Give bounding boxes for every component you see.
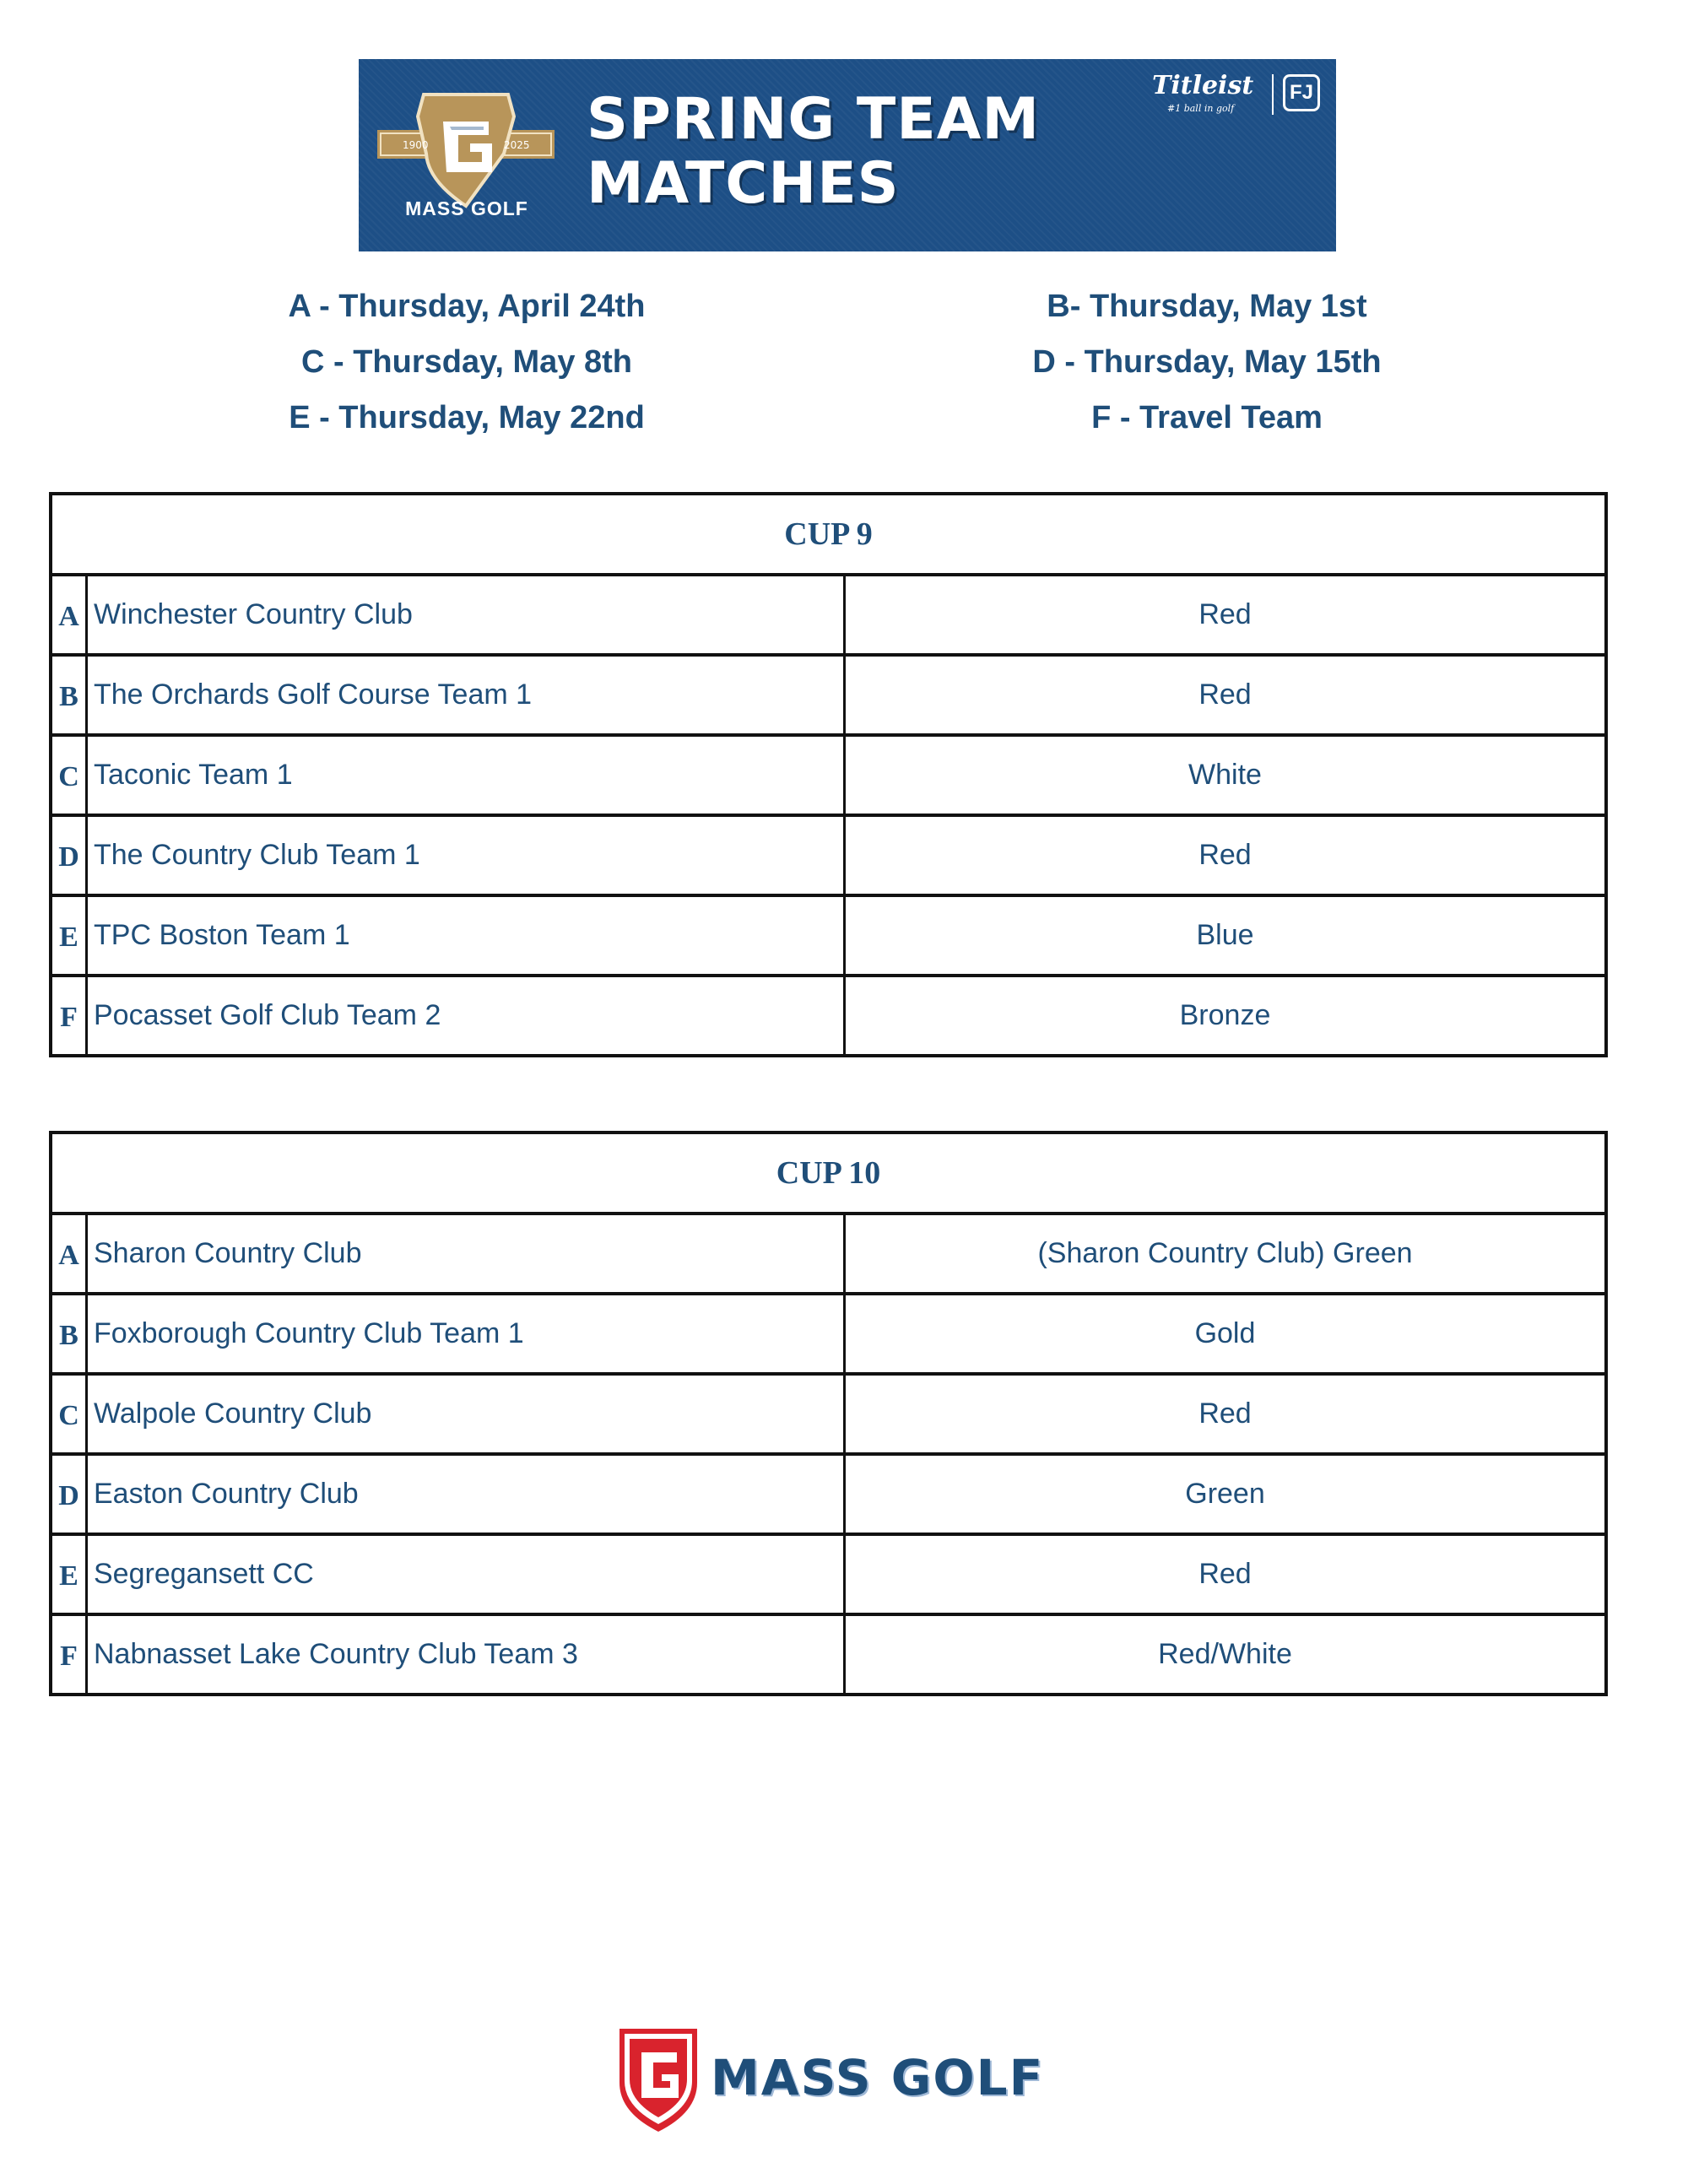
row-letter: E [52, 897, 88, 974]
tee-color: Red [1198, 598, 1252, 630]
table-row [52, 1376, 1604, 1456]
page-title [587, 88, 1040, 216]
titleist-tagline: #1 ball in golf [1167, 103, 1235, 114]
schedule-item: B- Thursday, May 1st [1047, 289, 1367, 324]
titleist-logo: Titleist [1152, 71, 1254, 100]
mass-golf-shield-icon [616, 2024, 701, 2133]
crest-year-left: 1900 [403, 139, 429, 151]
row-letter: E [52, 1536, 88, 1613]
title-line-2: MATCHES [587, 150, 900, 217]
schedule-item: E - Thursday, May 22nd [289, 400, 645, 435]
tee-color: Red [1198, 678, 1252, 711]
tee-color: Blue [1196, 919, 1254, 951]
table-row [52, 737, 1604, 817]
tee-color: Green [1185, 1478, 1265, 1510]
crest-year-right: 2025 [504, 139, 530, 151]
cup-10-table [49, 1131, 1608, 1696]
row-letter: A [52, 1215, 88, 1292]
fj-logo: FJ [1283, 74, 1320, 111]
title-line-1: SPRING TEAM [587, 86, 1041, 153]
tee-color: (Sharon Country Club) Green [1037, 1237, 1413, 1269]
row-letter: F [52, 1616, 88, 1693]
schedule-item: A - Thursday, April 24th [288, 289, 646, 324]
club-name: Nabnasset Lake Country Club Team 3 [88, 1616, 846, 1693]
club-name: The Orchards Golf Course Team 1 [88, 657, 846, 733]
sponsor-divider [1272, 74, 1274, 115]
table-row [52, 1616, 1604, 1693]
tee-color: White [1188, 759, 1262, 791]
club-name: Foxborough Country Club Team 1 [88, 1295, 846, 1372]
row-letter: A [52, 576, 88, 653]
club-name: TPC Boston Team 1 [88, 897, 846, 974]
footer-logo [616, 2024, 1089, 2133]
club-name: Walpole Country Club [88, 1376, 846, 1452]
cup-title: CUP 10 [52, 1134, 1604, 1215]
header-banner [359, 59, 1336, 251]
cup-title: CUP 9 [52, 495, 1604, 576]
table-row [52, 1295, 1604, 1376]
row-letter: C [52, 1376, 88, 1452]
table-row [52, 897, 1604, 977]
club-name: The Country Club Team 1 [88, 817, 846, 894]
tee-color: Bronze [1179, 999, 1271, 1031]
row-letter: F [52, 977, 88, 1054]
table-row [52, 576, 1604, 657]
schedule-item: F - Travel Team [1091, 400, 1323, 435]
schedule-item: D - Thursday, May 15th [1032, 344, 1382, 380]
table-row [52, 977, 1604, 1054]
row-letter: B [52, 657, 88, 733]
tee-color: Red [1198, 1397, 1252, 1430]
sponsor-logo [1152, 69, 1325, 120]
tee-color: Red [1198, 839, 1252, 871]
club-name: Segregansett CC [88, 1536, 846, 1613]
crest-wordmark: MASS GOLF [405, 197, 528, 219]
table-row [52, 1456, 1604, 1536]
schedule-item: C - Thursday, May 8th [300, 344, 633, 380]
schedule-right-column [954, 278, 1460, 446]
table-row [52, 817, 1604, 897]
club-name: Pocasset Golf Club Team 2 [88, 977, 846, 1054]
row-letter: B [52, 1295, 88, 1372]
club-name: Easton Country Club [88, 1456, 846, 1533]
club-name: Winchester Country Club [88, 576, 846, 653]
schedule-left-column [214, 278, 720, 446]
cup-9-table [49, 492, 1608, 1057]
row-letter: D [52, 1456, 88, 1533]
row-letter: D [52, 817, 88, 894]
club-name: Sharon Country Club [88, 1215, 846, 1292]
row-letter: C [52, 737, 88, 814]
footer-wordmark: MASS GOLF [711, 2049, 1045, 2106]
tee-color: Red [1198, 1558, 1252, 1590]
table-row [52, 1536, 1604, 1616]
tee-color: Gold [1194, 1317, 1256, 1349]
table-row [52, 1215, 1604, 1295]
club-name: Taconic Team 1 [88, 737, 846, 814]
table-row [52, 657, 1604, 737]
tee-color: Red/White [1158, 1638, 1292, 1670]
